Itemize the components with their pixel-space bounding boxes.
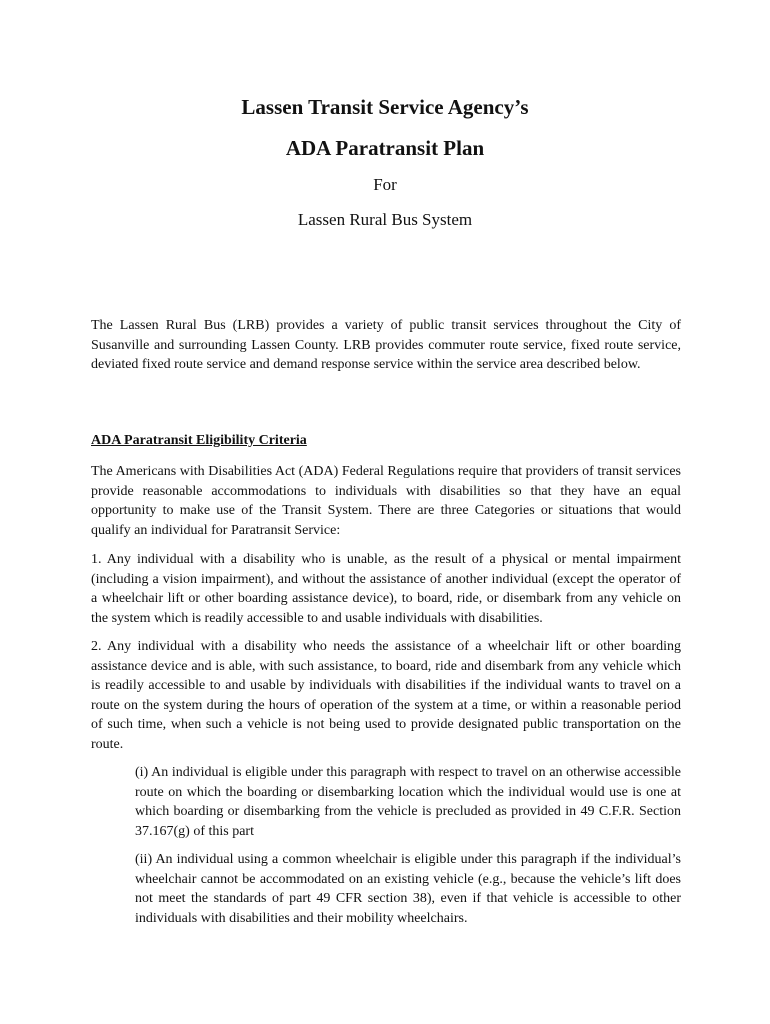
plan-title: ADA Paratransit Plan [285, 136, 485, 160]
section-heading: ADA Paratransit Eligibility Criteria [91, 433, 307, 448]
document-title: Lassen Transit Service Agency’s [241, 95, 529, 119]
subtitle-system: Lassen Rural Bus System [297, 210, 473, 229]
subtitle-for: For [373, 175, 397, 194]
intro-paragraph: The Lassen Rural Bus (LRB) provides a variety of public transit services throughout the City of Susanville and surrounding Lassen County. LRB provides commuter route service, fixed route service, deviated fixed route service and demand response service within the service area described below. [91, 318, 681, 372]
criteria-item-2: 2. Any individual with a disability who needs the assistance of a wheelchair lift or other boarding assistance device and is able, with such assistance, to board, ride and disembark from any vehicle which is readily accessible to and usable by individuals with disabilities if the individual wants to travel on a route on the system during the hours of operation of the system at a time, or within a reasonable period of such time, when such a vehicle is not being used to provide designated public transportation on the route. [91, 639, 681, 752]
criteria-item-1: 1. Any individual with a disability who is unable, as the result of a physical or mental impairment (including a vision impairment), and without the assistance of another individual (except the operator of a wheelchair lift or other boarding assistance device), to board, ride, or disembark from any vehicle on the system which is readily accessible to and usable individuals with disabilities. [91, 552, 681, 626]
criteria-subitem-i: (i) An individual is eligible under this paragraph with respect to travel on an otherwise accessible route on which the boarding or disembarking location which the individual would use is one at which boarding or disembarking from the vehicle is precluded as provided in 49 C.F.R. Section 37.167(g) of this part [135, 765, 681, 839]
criteria-intro-paragraph: The Americans with Disabilities Act (ADA) Federal Regulations require that providers of transit services provide reasonable accommodations to individuals with disabilities so that they have an equal opportunity to make use of the Transit System. There are three Categories or situations that would qualify an individual for Paratransit Service: [91, 464, 681, 538]
criteria-subitem-ii: (ii) An individual using a common wheelchair is eligible under this paragraph if the individual’s wheelchair cannot be accommodated on an existing vehicle (e.g., because the vehicle’s lift does not meet the standards of part 49 CFR section 38), even if that vehicle is accessible to other individuals with disabilities and their mobility wheelchairs. [135, 852, 681, 926]
